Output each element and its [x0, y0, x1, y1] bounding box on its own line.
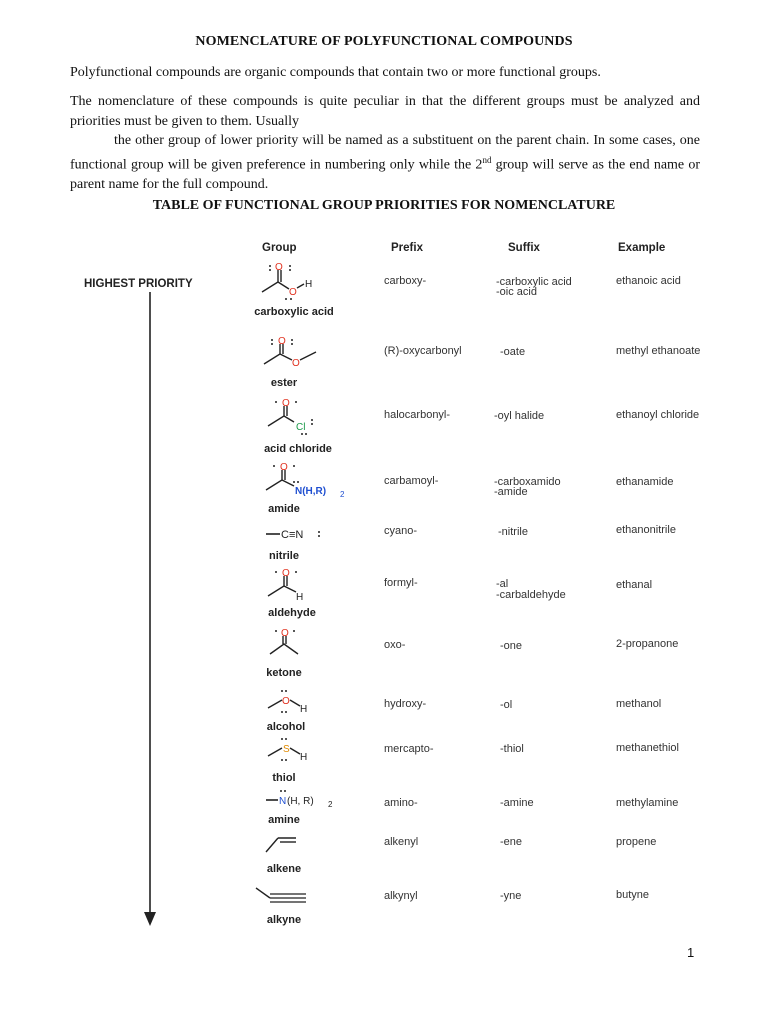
- prefix-cell: (R)-oxycarbonyl: [384, 345, 462, 357]
- atom-oxygen: O: [275, 262, 283, 273]
- atom-oxygen: O: [280, 462, 288, 473]
- atom-oxygen: O: [278, 336, 286, 347]
- header-suffix: Suffix: [508, 242, 540, 254]
- suffix-cell: -amine: [500, 797, 534, 809]
- ordinal-superscript: nd: [482, 154, 492, 165]
- carboxylic-acid-structure-icon: [258, 262, 318, 302]
- para-line-4b: group will serve: [491, 157, 589, 173]
- priority-arrow: [142, 292, 158, 928]
- atom-oxygen: O: [282, 696, 290, 707]
- para-line-2: and priorities must be given to them. Usually: [70, 94, 700, 129]
- ester-structure-icon: [258, 336, 328, 370]
- prefix-cell: alkenyl: [384, 836, 419, 848]
- atom-nitrogen: N: [279, 796, 287, 807]
- suffix-cell: -carboxamido: [494, 476, 561, 488]
- suffix-cell: -ene: [500, 836, 523, 848]
- example-cell: ethanoic acid: [616, 275, 681, 287]
- group-name: ester: [270, 377, 298, 389]
- atom-hydrogen: H: [296, 592, 304, 603]
- atom-oxygen: O: [281, 628, 289, 639]
- example-cell: ethanonitrile: [616, 524, 676, 536]
- intro-paragraph: Polyfunctional compounds are organic compounds that contain two or more functional groups.: [70, 65, 601, 80]
- para-line-5: as the end name or parent name for the full compound.: [70, 157, 700, 192]
- example-cell: methanol: [616, 698, 662, 710]
- atom-oxygen: O: [282, 568, 290, 579]
- example-cell: methanethiol: [616, 742, 679, 754]
- amine-substituent-text: (H, R): [287, 796, 314, 807]
- example-cell: propene: [616, 836, 657, 848]
- para-line-1: The nomenclature of these compounds is quite peculiar in that the different groups must be analyzed: [70, 94, 674, 109]
- atom-hydrogen: H: [300, 752, 308, 763]
- example-cell: 2-propanone: [616, 638, 679, 650]
- para-line-3: the other group of lower priority will be named as a substituent on the parent chain. In some: [114, 133, 639, 148]
- suffix-cell: -yne: [500, 890, 522, 902]
- header-group: Group: [262, 242, 297, 254]
- atom-sulfur: S: [283, 744, 290, 755]
- prefix-cell: carboxy-: [384, 275, 427, 287]
- highest-priority-label: HIGHEST PRIORITY: [84, 278, 193, 290]
- prefix-cell: alkynyl: [384, 890, 418, 902]
- suffix-cell: -carboxylic acid: [496, 276, 572, 288]
- atom-oxygen: O: [282, 398, 290, 409]
- page-number: 1: [687, 945, 695, 960]
- prefix-cell: amino-: [384, 797, 418, 809]
- thiol-structure-icon: [264, 736, 320, 764]
- atom-hydrogen: H: [305, 279, 313, 290]
- atom-hydrogen: H: [300, 704, 308, 715]
- group-name: ketone: [266, 667, 302, 679]
- prefix-cell: oxo-: [384, 639, 406, 651]
- header-prefix: Prefix: [391, 242, 423, 254]
- atom-oxygen: O: [292, 358, 300, 369]
- group-name: alkyne: [266, 914, 302, 926]
- header-example: Example: [618, 242, 666, 254]
- nomenclature-paragraph: [70, 92, 700, 194]
- group-name: alkene: [266, 863, 302, 875]
- suffix-cell-secondary: -carbaldehyde: [496, 589, 566, 601]
- prefix-cell: carbamoyl-: [384, 475, 439, 487]
- ketone-structure-icon: [264, 626, 314, 662]
- group-name: nitrile: [269, 550, 299, 562]
- prefix-cell: hydroxy-: [384, 698, 427, 710]
- group-name: amine: [268, 814, 300, 826]
- suffix-cell: -oate: [500, 346, 526, 358]
- suffix-cell-secondary: -amide: [494, 486, 528, 498]
- acid-chloride-structure-icon: [262, 398, 326, 438]
- alkene-structure-icon: [262, 830, 312, 856]
- group-name: amide: [268, 503, 300, 515]
- example-cell: butyne: [616, 889, 650, 901]
- amide-structure-icon: [260, 460, 352, 500]
- group-name: carboxylic acid: [254, 306, 334, 318]
- alcohol-structure-icon: [264, 688, 320, 716]
- nitrile-structure-icon: [264, 522, 330, 542]
- page-title: NOMENCLATURE OF POLYFUNCTIONAL COMPOUNDS: [195, 34, 573, 49]
- atom-oxygen: O: [289, 287, 297, 298]
- suffix-cell: -nitrile: [498, 526, 528, 538]
- suffix-cell: -thiol: [500, 743, 524, 755]
- group-name: alcohol: [266, 721, 306, 733]
- atom-chlorine: Cl: [296, 422, 306, 433]
- amide-nitrogen-group: N(H,R): [295, 486, 327, 497]
- prefix-cell: cyano-: [384, 525, 418, 537]
- example-cell: ethanamide: [616, 476, 674, 488]
- table-title: TABLE OF FUNCTIONAL GROUP PRIORITIES FOR NOMENCLATURE: [152, 198, 616, 213]
- group-name: aldehyde: [268, 607, 316, 619]
- prefix-cell: mercapto-: [384, 743, 434, 755]
- prefix-cell: halocarbonyl-: [384, 409, 451, 421]
- aldehyde-structure-icon: [262, 566, 322, 606]
- subscript-two: 2: [328, 800, 333, 809]
- suffix-cell: -al: [496, 578, 509, 590]
- example-cell: ethanoyl chloride: [616, 409, 700, 421]
- example-cell: methyl ethanoate: [616, 345, 701, 357]
- subscript-two: 2: [340, 490, 345, 499]
- amine-structure-icon: [264, 786, 344, 810]
- suffix-cell: -one: [500, 640, 523, 652]
- suffix-cell: -oyl halide: [494, 410, 545, 422]
- suffix-cell: -ol: [500, 699, 513, 711]
- example-cell: methylamine: [616, 797, 679, 809]
- alkyne-structure-icon: [254, 882, 314, 906]
- group-name: acid chloride: [264, 443, 332, 455]
- group-name: thiol: [272, 772, 296, 784]
- para-line-4a: cases, one functional group will be given preference in numbering only while the 2: [70, 133, 700, 173]
- nitrile-formula: C≡N: [281, 529, 304, 541]
- example-cell: ethanal: [616, 579, 653, 591]
- prefix-cell: formyl-: [384, 577, 418, 589]
- suffix-cell-secondary: -oic acid: [496, 286, 537, 298]
